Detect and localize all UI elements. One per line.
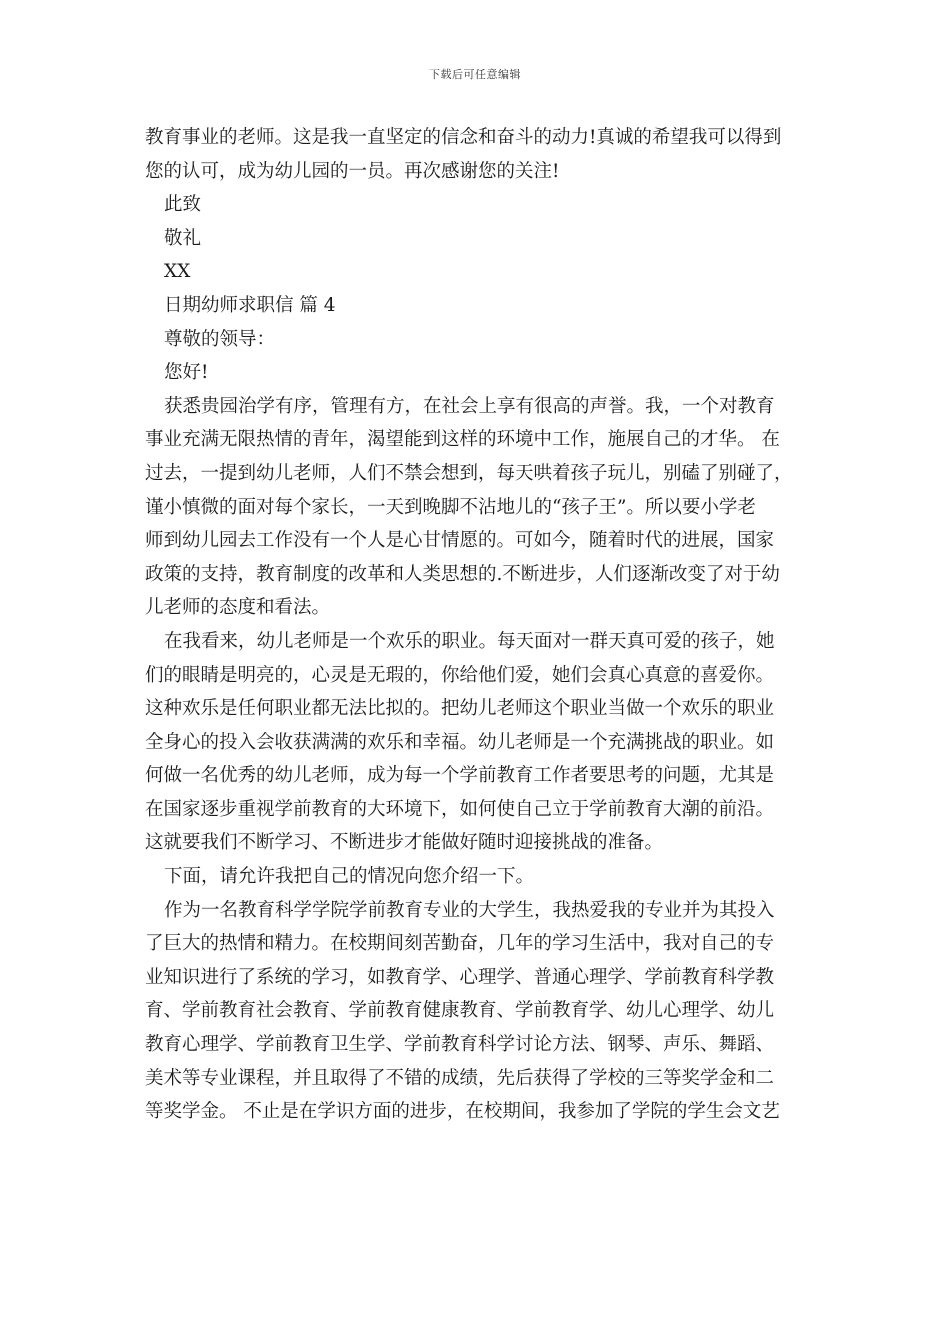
text-line: 美术等专业课程，并且取得了不错的成绩，先后获得了学校的三等奖学金和二 — [145, 1067, 775, 1089]
text-line: 在国家逐步重视学前教育的大环境下，如何使自己立于学前教育大潮的前沿。 — [145, 798, 775, 820]
text-line: 尊敬的领导： — [164, 328, 276, 350]
text-line: 您的认可，成为幼儿园的一员。再次感谢您的关注! — [145, 160, 560, 182]
text-line: 日期幼师求职信 篇 4 — [164, 294, 336, 316]
text-line: 儿老师的态度和看法。 — [145, 597, 331, 619]
text-line: 谨小慎微的面对每个家长，一天到晚脚不沾地儿的“孩子王”。所以要小学老 — [145, 496, 756, 518]
text-line: 师到幼儿园去工作没有一个人是心甘情愿的。可如今，随着时代的进展，国家 — [145, 530, 775, 552]
text-line: 这就要我们不断学习、不断进步才能做好随时迎接挑战的准备。 — [145, 832, 664, 854]
text-line: 您好! — [164, 362, 209, 384]
text-line: 们的眼睛是明亮的，心灵是无瑕的，你给他们爱，她们会真心真意的喜爱你。 — [145, 664, 775, 686]
page-header: 下载后可任意编辑 — [429, 68, 521, 81]
text-line: 事业充满无限热情的青年，渴望能到这样的环境中工作，施展自己的才华。 在 — [145, 429, 780, 451]
text-line: 下面，请允许我把自己的情况向您介绍一下。 — [164, 866, 535, 888]
text-line: 教育事业的老师。这是我一直坚定的信念和奋斗的动力!真诚的希望我可以得到 — [145, 127, 782, 148]
text-line: 何做一名优秀的幼儿老师，成为每一个学前教育工作者要思考的问题，尤其是 — [145, 765, 775, 787]
document-body — [145, 121, 810, 1129]
text-line: 育、学前教育社会教育、学前教育健康教育、学前教育学、幼儿心理学、幼儿 — [145, 1000, 775, 1022]
text-line: 政策的支持，教育制度的改革和人类思想的.不断进步，人们逐渐改变了对于幼 — [145, 563, 780, 585]
text-line: XX — [164, 261, 191, 283]
text-line: 作为一名教育科学学院学前教育专业的大学生，我热爱我的专业并为其投入 — [164, 899, 775, 921]
text-line: 教育心理学、学前教育卫生学、学前教育科学讨论方法、钢琴、声乐、舞蹈、 — [145, 1034, 775, 1056]
text-line: 敬礼 — [164, 227, 202, 249]
text-line: 获悉贵园治学有序，管理有方，在社会上享有很高的声誉。我，一个对教育 — [164, 395, 775, 417]
text-line: 全身心的投入会收获满满的欢乐和幸福。幼儿老师是一个充满挑战的职业。如 — [145, 731, 775, 753]
text-line: 了巨大的热情和精力。在校期间刻苦勤奋，几年的学习生活中，我对自己的专 — [145, 933, 775, 955]
text-line: 在我看来，幼儿老师是一个欢乐的职业。每天面对一群天真可爱的孩子，她 — [164, 630, 775, 652]
text-line: 此致 — [164, 194, 202, 216]
text-line: 过去，一提到幼儿老师，人们不禁会想到，每天哄着孩子玩儿，别磕了别碰了， — [145, 462, 793, 484]
text-line: 等奖学金。 不止是在学识方面的进步，在校期间，我参加了学院的学生会文艺 — [145, 1101, 780, 1123]
text-line: 这种欢乐是任何职业都无法比拟的。把幼儿老师这个职业当做一个欢乐的职业 — [145, 698, 775, 720]
text-line: 业知识进行了系统的学习，如教育学、心理学、普通心理学、学前教育科学教 — [145, 966, 775, 988]
